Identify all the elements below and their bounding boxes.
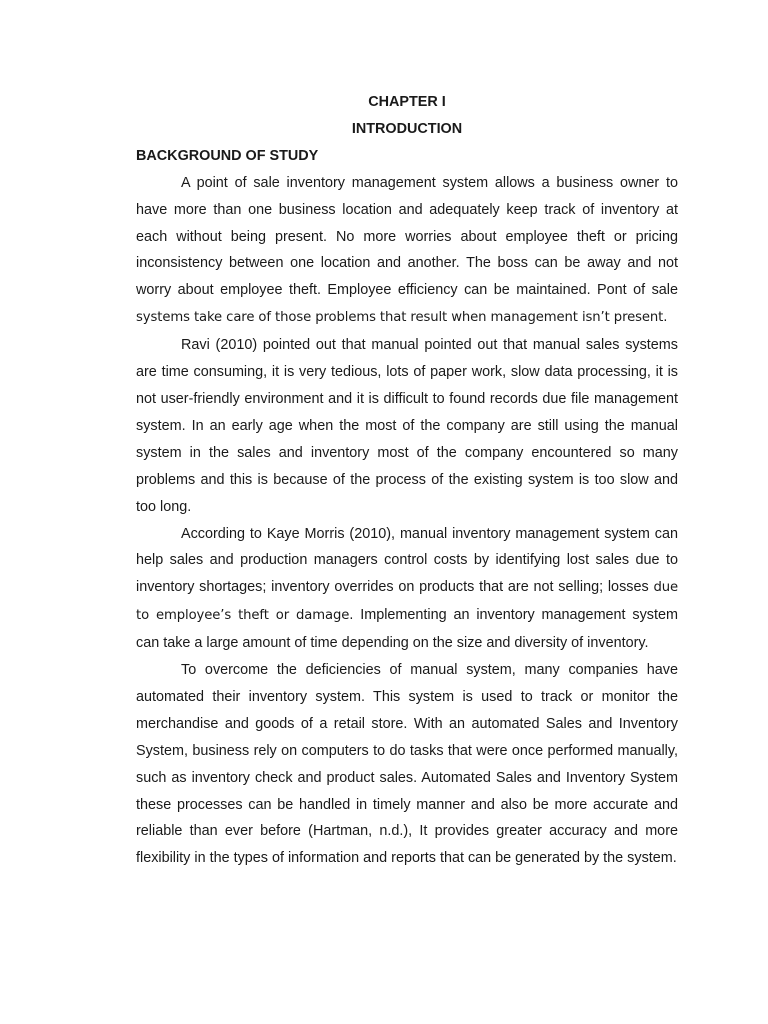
paragraph-4 [136,657,678,872]
paragraph-2 [136,332,678,520]
paragraph-3-tail: Implementing an inventory management system can take a large amount of time depending on the size and diversity of inventory. [136,607,678,652]
chapter-title: INTRODUCTION [351,120,463,137]
section-heading: BACKGROUND OF STUDY [136,147,319,164]
paragraph-2-text: Ravi (2010) pointed out that manual pointed out that manual sales systems are time consuming, it is very tedious, lots of paper work, slow data processing, it is not user-friendly environment and it is difficult to found records due file management system. In an early age when the most of the company are still using the manual system in the sales and inventory most of the company encountered so many problems and this is because of the process of the existing system is too slow and too long. [136,337,678,515]
paragraph-1-text: A point of sale inventory management system allows a business owner to have more than one business location and adequately keep track of inventory at each without being present. No more worries about employee theft or pricing inconsistency between one location and another. The boss can be away and not worry about employee theft. Employee efficiency can be maintained. Pont of sale [136,174,678,299]
paragraph-3 [136,521,678,658]
paragraph-4-text: To overcome the deficiencies of manual system, many companies have automated their inventory system. This system is used to track or monitor the merchandise and goods of a retail store. With an automated Sales and Inventory System, business rely on computers to do tasks that were once performed manually, such as inventory check and product sales. Automated Sales and Inventory System these processes can be handled in timely manner and also be more accurate and reliable than ever before (Hartman, n.d.), It provides greater accuracy and more flexibility in the types of information and reports that can be generated by the system. [136,662,678,867]
document-body [136,89,678,872]
paragraph-1-tail: systems take care of those problems that result when management isn’t present. [136,310,668,326]
paragraph-3-mid: due to employee’s theft or damage. [136,580,678,624]
paragraph-3-text: According to Kaye Morris (2010), manual inventory management system can help sales and production managers control costs by identifying lost sales due to inventory shortages; inventory overrides on products that are not selling; losses [136,525,678,596]
paragraph-1 [136,170,678,332]
chapter-heading: CHAPTER I [368,94,446,110]
